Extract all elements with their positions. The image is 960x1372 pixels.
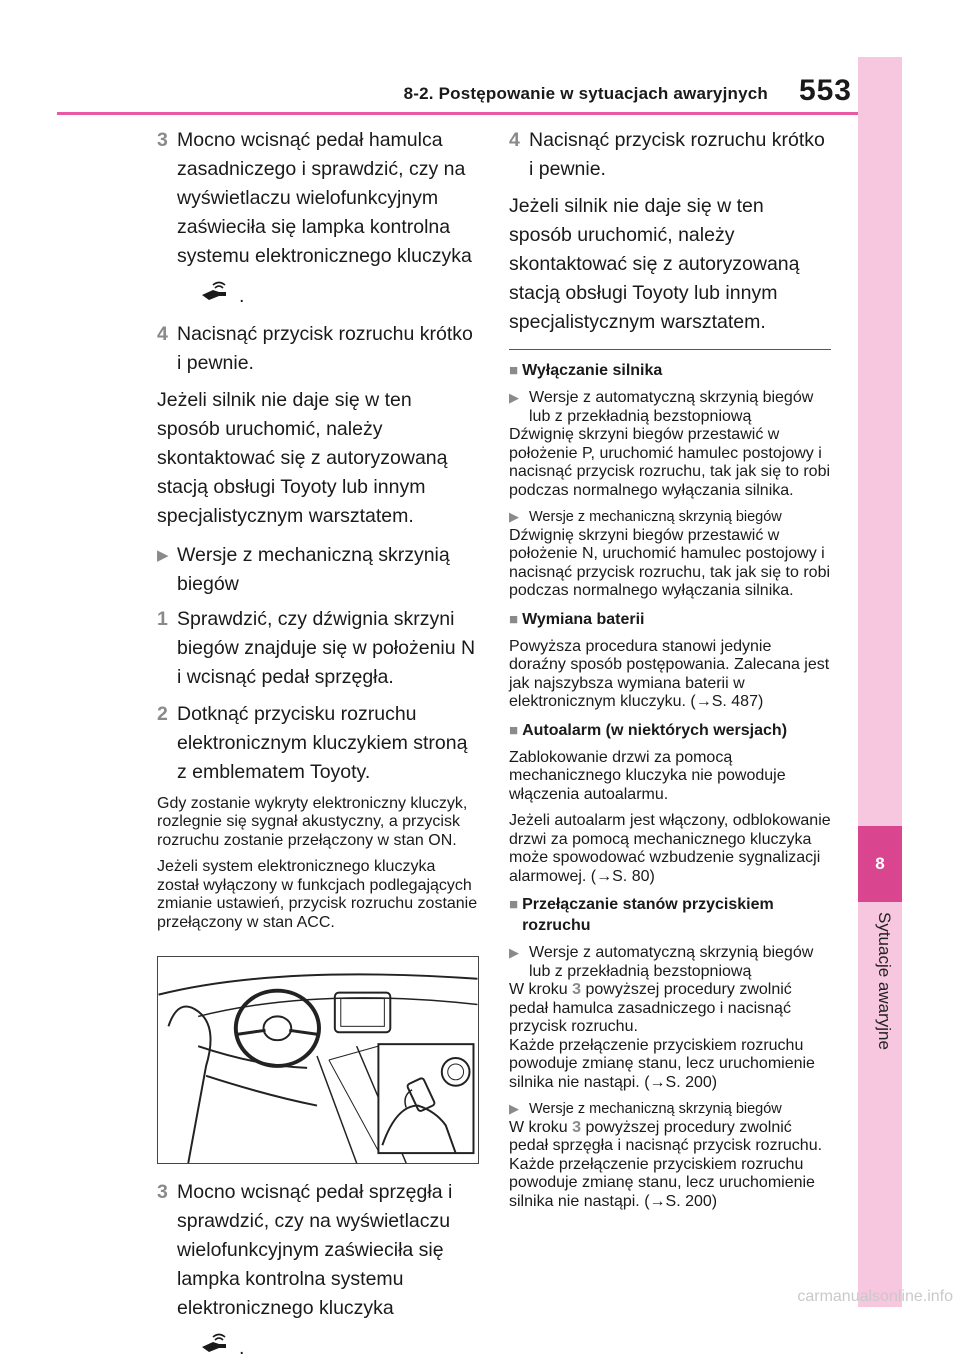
step-ref: 3 xyxy=(572,1118,582,1136)
body-text: Jeżeli autoalarm jest włączony, odblokowanie drzwi za pomocą mechanicznego kluczyka może spowodować wzbudzenie sygnalizacji alarmowej. (→S. 80) xyxy=(509,812,831,885)
section-divider xyxy=(509,349,831,350)
page-number: 553 xyxy=(798,74,852,107)
body-text: Dźwignię skrzyni biegów przestawić w położenie N, uruchomić hamulec postojowy i nacisnąć przycisk rozruchu, tak jak się to robi podczas normalnego wyłączania silnika. xyxy=(509,526,831,599)
step-ref: 3 xyxy=(572,981,582,998)
body-text: Każde przełączenie przyciskiem rozruchu powoduje zmianę stanu, lecz uruchomienie silnika nie nastąpi. (→S. 200) xyxy=(509,1155,815,1210)
illustration-driver-key xyxy=(157,956,479,1164)
step-number: 1 xyxy=(157,607,168,630)
body-text: Dźwignię skrzyni biegów przestawić w położenie P, uruchomić hamulec postojowy i nacisnąć przycisk rozruchu, tak jak się to robi podczas normalnego wyłączania silnika. xyxy=(509,426,831,499)
watermark: carmanualsonline.info xyxy=(797,1288,953,1305)
triangle-bullet-icon: ▶ xyxy=(509,509,519,524)
square-bullet-icon: ■ xyxy=(509,362,519,379)
step-number: 4 xyxy=(157,322,168,345)
right-column xyxy=(509,126,831,1219)
step-text: Mocno wcisnąć pedał sprzęgła i sprawdzić, czy na wyświetlaczu wielofunkcyjnym zaświeciła się lampka kontrolna systemu elektronicznego kluczyka xyxy=(177,1181,453,1320)
subheading-text: Wersje z mechaniczną skrzynią biegów xyxy=(529,1101,782,1117)
left-column xyxy=(157,126,479,1372)
triangle-bullet-icon: ▶ xyxy=(509,1101,519,1116)
step-4-press xyxy=(509,126,831,184)
section-heading xyxy=(509,360,831,381)
chapter-label: Sytuacje awaryjne xyxy=(875,912,894,1050)
step-number: 4 xyxy=(509,129,520,151)
paragraph: Jeżeli silnik nie daje się w ten sposób uruchomić, należy skontaktować się z autoryzowaną stacją obsługi Toyoty lub innym specjalistycznym warsztatem. xyxy=(157,388,448,527)
subheading xyxy=(509,508,831,527)
header-rule xyxy=(57,112,862,115)
body-text: W kroku 3 powyższej procedury zwolnić pedał hamulca zasadniczego i nacisnąć przycisk rozruchu. xyxy=(509,981,792,1035)
step-2 xyxy=(157,700,479,787)
illustration-svg xyxy=(158,957,478,1163)
step-text: Mocno wcisnąć pedał hamulca zasadniczego i sprawdzić, czy na wyświetlaczu wielofunkcyjnym zaświeciła się lampka kontrolna systemu elektronicznego kluczyka xyxy=(177,129,472,267)
key-indicator-line xyxy=(157,1331,479,1366)
body-text: Zablokowanie drzwi za pomocą mechanicznego kluczyka nie powoduje włączenia autoalarmu. xyxy=(509,748,786,803)
step-text: Sprawdzić, czy dźwignia skrzyni biegów znajduje się w położeniu N i wcisnąć pedał sprzęgła. xyxy=(177,607,476,688)
triangle-bullet-icon: ▶ xyxy=(509,390,519,405)
section-heading xyxy=(509,894,831,936)
section-title: 8-2. Postępowanie w sytuacjach awaryjnych xyxy=(403,84,768,103)
subheading-text: Wersje z automatyczną skrzynią biegów lub z przekładnią bezstopniową xyxy=(529,944,814,980)
step-number: 3 xyxy=(157,1181,168,1204)
subheading-text: Wersje z mechaniczną skrzynią biegów xyxy=(529,509,782,525)
subhead-text: Wersje z mechaniczną skrzynią biegów xyxy=(177,543,450,595)
section-heading xyxy=(509,609,831,630)
triangle-bullet-icon: ▶ xyxy=(157,546,169,564)
subheading xyxy=(509,389,831,426)
step-end: . xyxy=(239,285,245,307)
square-bullet-icon: ■ xyxy=(509,610,519,628)
section-title: Przełączanie stanów przyciskiem rozruchu xyxy=(522,896,774,934)
step-end: . xyxy=(239,1337,245,1360)
subheading-text: Wersje z automatyczną skrzynią biegów lub z przekładnią bezstopniową xyxy=(529,389,814,425)
electronic-key-indicator-icon xyxy=(199,280,229,314)
step-text: Nacisnąć przycisk rozruchu krótko i pewnie. xyxy=(529,129,825,180)
section-heading xyxy=(509,720,831,741)
key-indicator-line xyxy=(157,279,479,314)
step-3-clutch xyxy=(157,1178,479,1323)
subheading xyxy=(509,944,831,981)
step-text: Dotknąć przycisku rozruchu elektronicznym kluczykiem stroną z emblematem Toyoty. xyxy=(177,702,468,783)
body-text: W kroku 3 powyższej procedury zwolnić pedał sprzęgła i nacisnąć przycisk rozruchu. xyxy=(509,1118,823,1154)
step-4-press xyxy=(157,320,479,378)
section-title: Wymiana baterii xyxy=(522,610,645,628)
section-title: Autoalarm (w niektórych wersjach) xyxy=(522,721,788,739)
electronic-key-indicator-icon xyxy=(199,1332,229,1366)
square-bullet-icon: ■ xyxy=(509,721,519,739)
step-number: 3 xyxy=(157,129,168,151)
step-number: 2 xyxy=(157,702,168,725)
chapter-number: 8 xyxy=(875,854,885,873)
step-1 xyxy=(157,605,479,692)
paragraph: Jeżeli silnik nie daje się w ten sposób uruchomić, należy skontaktować się z autoryzowaną stacją obsługi Toyoty lub innym specjalistycznym warsztatem. xyxy=(509,195,800,333)
body-text: Powyższa procedura stanowi jedynie doraźny sposób postępowania. Zalecana jest jak najszybsza wymiana baterii w elektronicznym kluczyku. (→S. 487) xyxy=(509,637,830,710)
manual-gearbox-heading xyxy=(157,541,479,599)
note: Jeżeli system elektronicznego kluczyka został wyłączony w funkcjach podlegających zmianie ustawień, przycisk rozruchu zostanie przełączony w stan ACC. xyxy=(157,858,478,931)
section-title: Wyłączanie silnika xyxy=(522,362,663,379)
square-bullet-icon: ■ xyxy=(509,896,519,913)
step-3-brake xyxy=(157,126,479,271)
step-text: Nacisnąć przycisk rozruchu krótko i pewnie. xyxy=(177,322,473,374)
triangle-bullet-icon: ▶ xyxy=(509,945,519,960)
subheading xyxy=(509,1100,831,1119)
side-band xyxy=(858,57,902,1307)
body-text: Każde przełączenie przyciskiem rozruchu powoduje zmianę stanu, lecz uruchomienie silnika nie nastąpi. (→S. 200) xyxy=(509,1036,815,1091)
chapter-tab[interactable] xyxy=(858,826,902,902)
note: Gdy zostanie wykryty elektroniczny kluczyk, rozlegnie się sygnał akustyczny, a przycisk rozruchu zostanie przełączony w stan ON. xyxy=(157,794,468,849)
